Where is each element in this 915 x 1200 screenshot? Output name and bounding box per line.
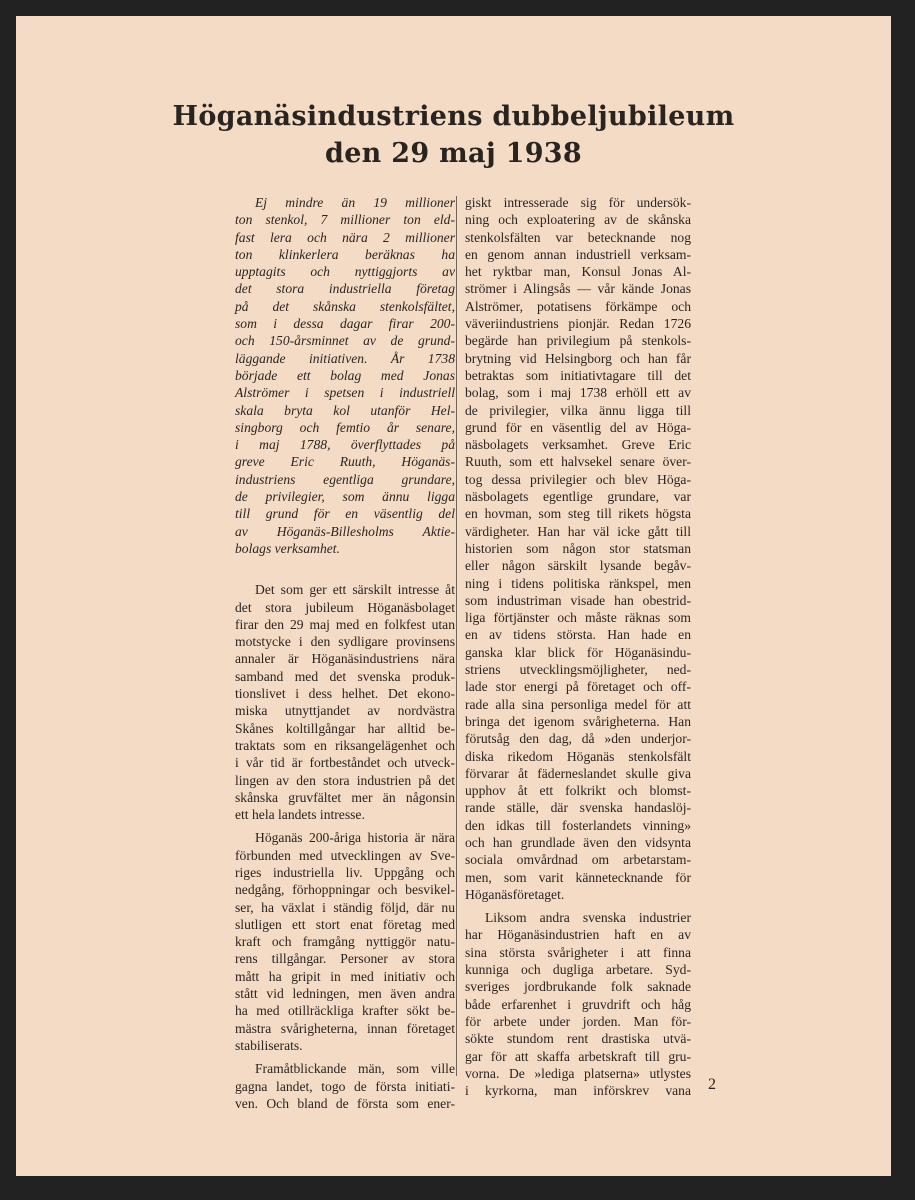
text-line: annaler är Höganäsindustriens nära <box>235 651 455 667</box>
text-line: kunniga och dugliga arbetare. Syd- <box>465 962 691 978</box>
text-line: firar den 29 maj med en folkfest utan <box>235 616 455 632</box>
text-line: men, som varit kännetecknande för <box>465 869 691 885</box>
text-line: sveriges jordbrukande folk saknade <box>465 979 691 995</box>
text-line: började ett bolag med Jonas <box>235 367 455 383</box>
text-line: betraktas som initiativtagare till det <box>465 367 691 383</box>
text-line: i kyrkorna, man införskrev vana <box>465 1083 691 1099</box>
text-line: sökte stundom rent drastiska utvä- <box>465 1031 691 1047</box>
text-line: miska utnyttjandet av nordvästra <box>235 703 455 719</box>
text-line: bolags verksamhet. <box>235 540 340 556</box>
text-line: brytning vid Helsingborg och han får <box>465 350 691 366</box>
text-line: till grund för en väsentlig del <box>235 506 455 522</box>
text-line: sina största svårigheter i att finna <box>465 944 691 960</box>
text-line: Ej mindre än 19 millioner <box>255 195 455 210</box>
text-line: ven. Och bland de första som ener- <box>235 1095 455 1111</box>
text-line: värdigheter. Han har väl icke gått till <box>465 523 691 539</box>
text-line: rade alla sina personliga medel för att <box>465 696 691 712</box>
text-line: riges industriella liv. Uppgång och <box>235 864 455 880</box>
text-line: stabiliserats. <box>235 1037 303 1053</box>
text-line: ha med otillräckliga krafter sökt be- <box>235 1003 455 1019</box>
text-line: förvarar åt fäderneslandet skulle giva <box>465 765 691 781</box>
text-line: det stora jubileum Höganäsbolaget <box>235 599 455 615</box>
text-line: gar för att skaffa arbetskraft till gru- <box>465 1048 691 1064</box>
text-line: näsbolagets egentlige grundare, var <box>465 489 691 505</box>
text-line: stenkolsfälten var betecknande nog <box>465 229 691 245</box>
text-line: som industriman visade han obestrid- <box>465 592 691 608</box>
text-line: en hovman, som steg till rikets högsta <box>465 506 691 522</box>
text-line: en av tidens största. Han hade en <box>465 627 691 643</box>
text-line: både erfarenhet i gruvdrift och håg <box>465 996 691 1012</box>
text-line: och han grundlade även den vidsynta <box>465 834 691 850</box>
text-line: upptagits och nyttiggjorts av <box>235 264 455 280</box>
text-line: sociala omvårdnad om arbetarstam- <box>465 852 691 868</box>
text-line: Alströmer i spetsen i industriell <box>235 385 455 401</box>
text-line: mästra svårigheterna, innan företaget <box>235 1020 455 1036</box>
text-line: mått ha gripit in med initiativ och <box>235 968 455 984</box>
right-column <box>465 194 691 1105</box>
text-line: het ryktbar man, Konsul Jonas Al- <box>465 264 691 280</box>
text-line: ett hela landets intresse. <box>235 807 365 823</box>
paragraph <box>465 909 691 1099</box>
text-line: Ruuth, som ett halvsekel senare över- <box>465 454 691 470</box>
text-line: Höganäs 200-åriga historia är nära <box>255 830 455 846</box>
text-line: vorna. De »lediga platserna» utlystes <box>465 1065 691 1081</box>
text-line: lade stor energi på företaget och off- <box>465 679 691 695</box>
text-line: ser, ha växlat i ständig följd, där nu <box>235 899 455 915</box>
text-line: stått vid ledningen, men även andra <box>235 986 455 1002</box>
text-line: läggande initiativen. År 1738 <box>235 350 455 366</box>
paragraph <box>235 581 455 823</box>
text-line: tionslivet i dess helhet. Det ekono- <box>235 686 455 702</box>
text-line: kraft och framgång nyttiggör natu- <box>235 934 455 950</box>
text-line: förutsåg den dag, då »den underjor- <box>465 731 691 747</box>
text-line: nedgång, förhoppningar och besvikel- <box>235 882 455 898</box>
paragraph <box>465 194 691 903</box>
title-line-1: Höganäsindustriens dubbeljubileum <box>172 101 735 132</box>
text-line: slutligen ett stort enat företag med <box>235 916 455 932</box>
text-line: Alströmer, potatisens förkämpe och <box>465 298 691 314</box>
text-line: industriens egentliga grundare, <box>235 471 455 487</box>
paragraph <box>235 829 455 1054</box>
text-line: grund för en väsentlig del av Höga- <box>465 419 691 435</box>
title-line-2: den 29 maj 1938 <box>325 138 582 169</box>
text-line: singborg och femtio år senare, <box>235 419 455 435</box>
text-line: ganska klar blick för Höganäsindu- <box>465 644 691 660</box>
text-line: fast lera och nära 2 millioner <box>235 229 455 245</box>
text-line: skala bryta kol utanför Hel- <box>235 402 455 418</box>
text-line: skånska gruvfältet mer än någonsin <box>235 789 455 805</box>
intro-paragraph <box>235 194 455 557</box>
text-line: i maj 1788, överflyttades på <box>235 437 455 453</box>
text-line: motstycke i den sydligare provinsens <box>235 634 455 650</box>
text-line: Skånes koltillgångar har alltid be- <box>235 720 455 736</box>
article-title <box>16 98 891 172</box>
paragraph <box>235 1060 455 1112</box>
text-line: diska rikedom Höganäs stenkolsfält <box>465 748 691 764</box>
text-line: de privilegier, vilka ännu ligga till <box>465 402 691 418</box>
text-line: näsbolagets verksamhet. Greve Eric <box>465 437 691 453</box>
text-line: giskt intresserade sig för undersök- <box>465 195 691 210</box>
text-line: den idkas till fosterlandets vinning» <box>465 817 691 833</box>
text-line: historien som någon stor statsman <box>465 540 691 556</box>
text-line: samband med det svenska produk- <box>235 668 455 684</box>
text-line: väveriindustriens pionjär. Redan 1726 <box>465 316 691 332</box>
text-line: ton stenkol, 7 millioner ton eld- <box>235 212 455 228</box>
text-line: för arbete under jorden. Man för- <box>465 1013 691 1029</box>
text-line: ning i tidens politiska ränkspel, men <box>465 575 691 591</box>
text-line: Framåtblickande män, som ville <box>255 1061 455 1077</box>
text-line: lingen av den stora industrien på det <box>235 772 455 788</box>
text-line: av Höganäs-Billesholms Aktie- <box>235 523 455 539</box>
text-line: upphov åt ett folkrikt och blomst- <box>465 783 691 799</box>
text-line: traktats som en riksangelägenhet och <box>235 737 455 753</box>
text-line: Liksom andra svenska industrier <box>485 910 691 926</box>
text-line: begärde han privilegium på stenkols- <box>465 333 691 349</box>
text-line: bringa det igenom svårigheterna. Han <box>465 713 691 729</box>
text-line: en genom annan industriell verksam- <box>465 246 691 262</box>
text-line: liga förtjänster och måste räknas som <box>465 610 691 626</box>
text-line: på det skånska stenkolsfältet, <box>235 298 455 314</box>
text-line: det stora industriella företag <box>235 281 455 297</box>
text-line: ton klinkerlera beräknas ha <box>235 246 455 262</box>
text-line: bolag, som i maj 1738 erhöll ett av <box>465 385 691 401</box>
text-line: förbunden med utvecklingen av Sve- <box>235 847 455 863</box>
left-column <box>235 194 455 1118</box>
text-line: eller någon särskilt lysande begåv- <box>465 558 691 574</box>
text-line: tog dessa privilegier och blev Höga- <box>465 471 691 487</box>
text-line: rens tillgångar. Personer av stora <box>235 951 455 967</box>
text-line: och 150-årsminnet av de grund- <box>235 333 455 349</box>
text-line: som i dessa dagar firar 200- <box>235 316 455 332</box>
text-line: Det som ger ett särskilt intresse åt <box>255 582 455 598</box>
text-line: striens utvecklingsmöjligheter, ned- <box>465 662 691 678</box>
text-line: ning och exploatering av de skånska <box>465 212 691 228</box>
document-page <box>16 16 891 1176</box>
text-line: gagna landet, togo de första initiati- <box>235 1078 455 1094</box>
text-line: de privilegier, som ännu ligga <box>235 489 455 505</box>
text-line: strömer i Alingsås — vår kände Jonas <box>465 281 691 297</box>
text-line: har Höganäsindustrien haft en av <box>465 927 691 943</box>
text-line: rande ställe, där svenska handaslöj- <box>465 800 691 816</box>
page-number: 2 <box>708 1076 716 1093</box>
text-line: greve Eric Ruuth, Höganäs- <box>235 454 455 470</box>
text-line: Höganäsföretaget. <box>465 886 565 902</box>
text-line: i vår tid är fortbeståndet och utveck- <box>235 755 455 771</box>
column-divider <box>456 196 457 1076</box>
left-body-text <box>235 581 455 1112</box>
